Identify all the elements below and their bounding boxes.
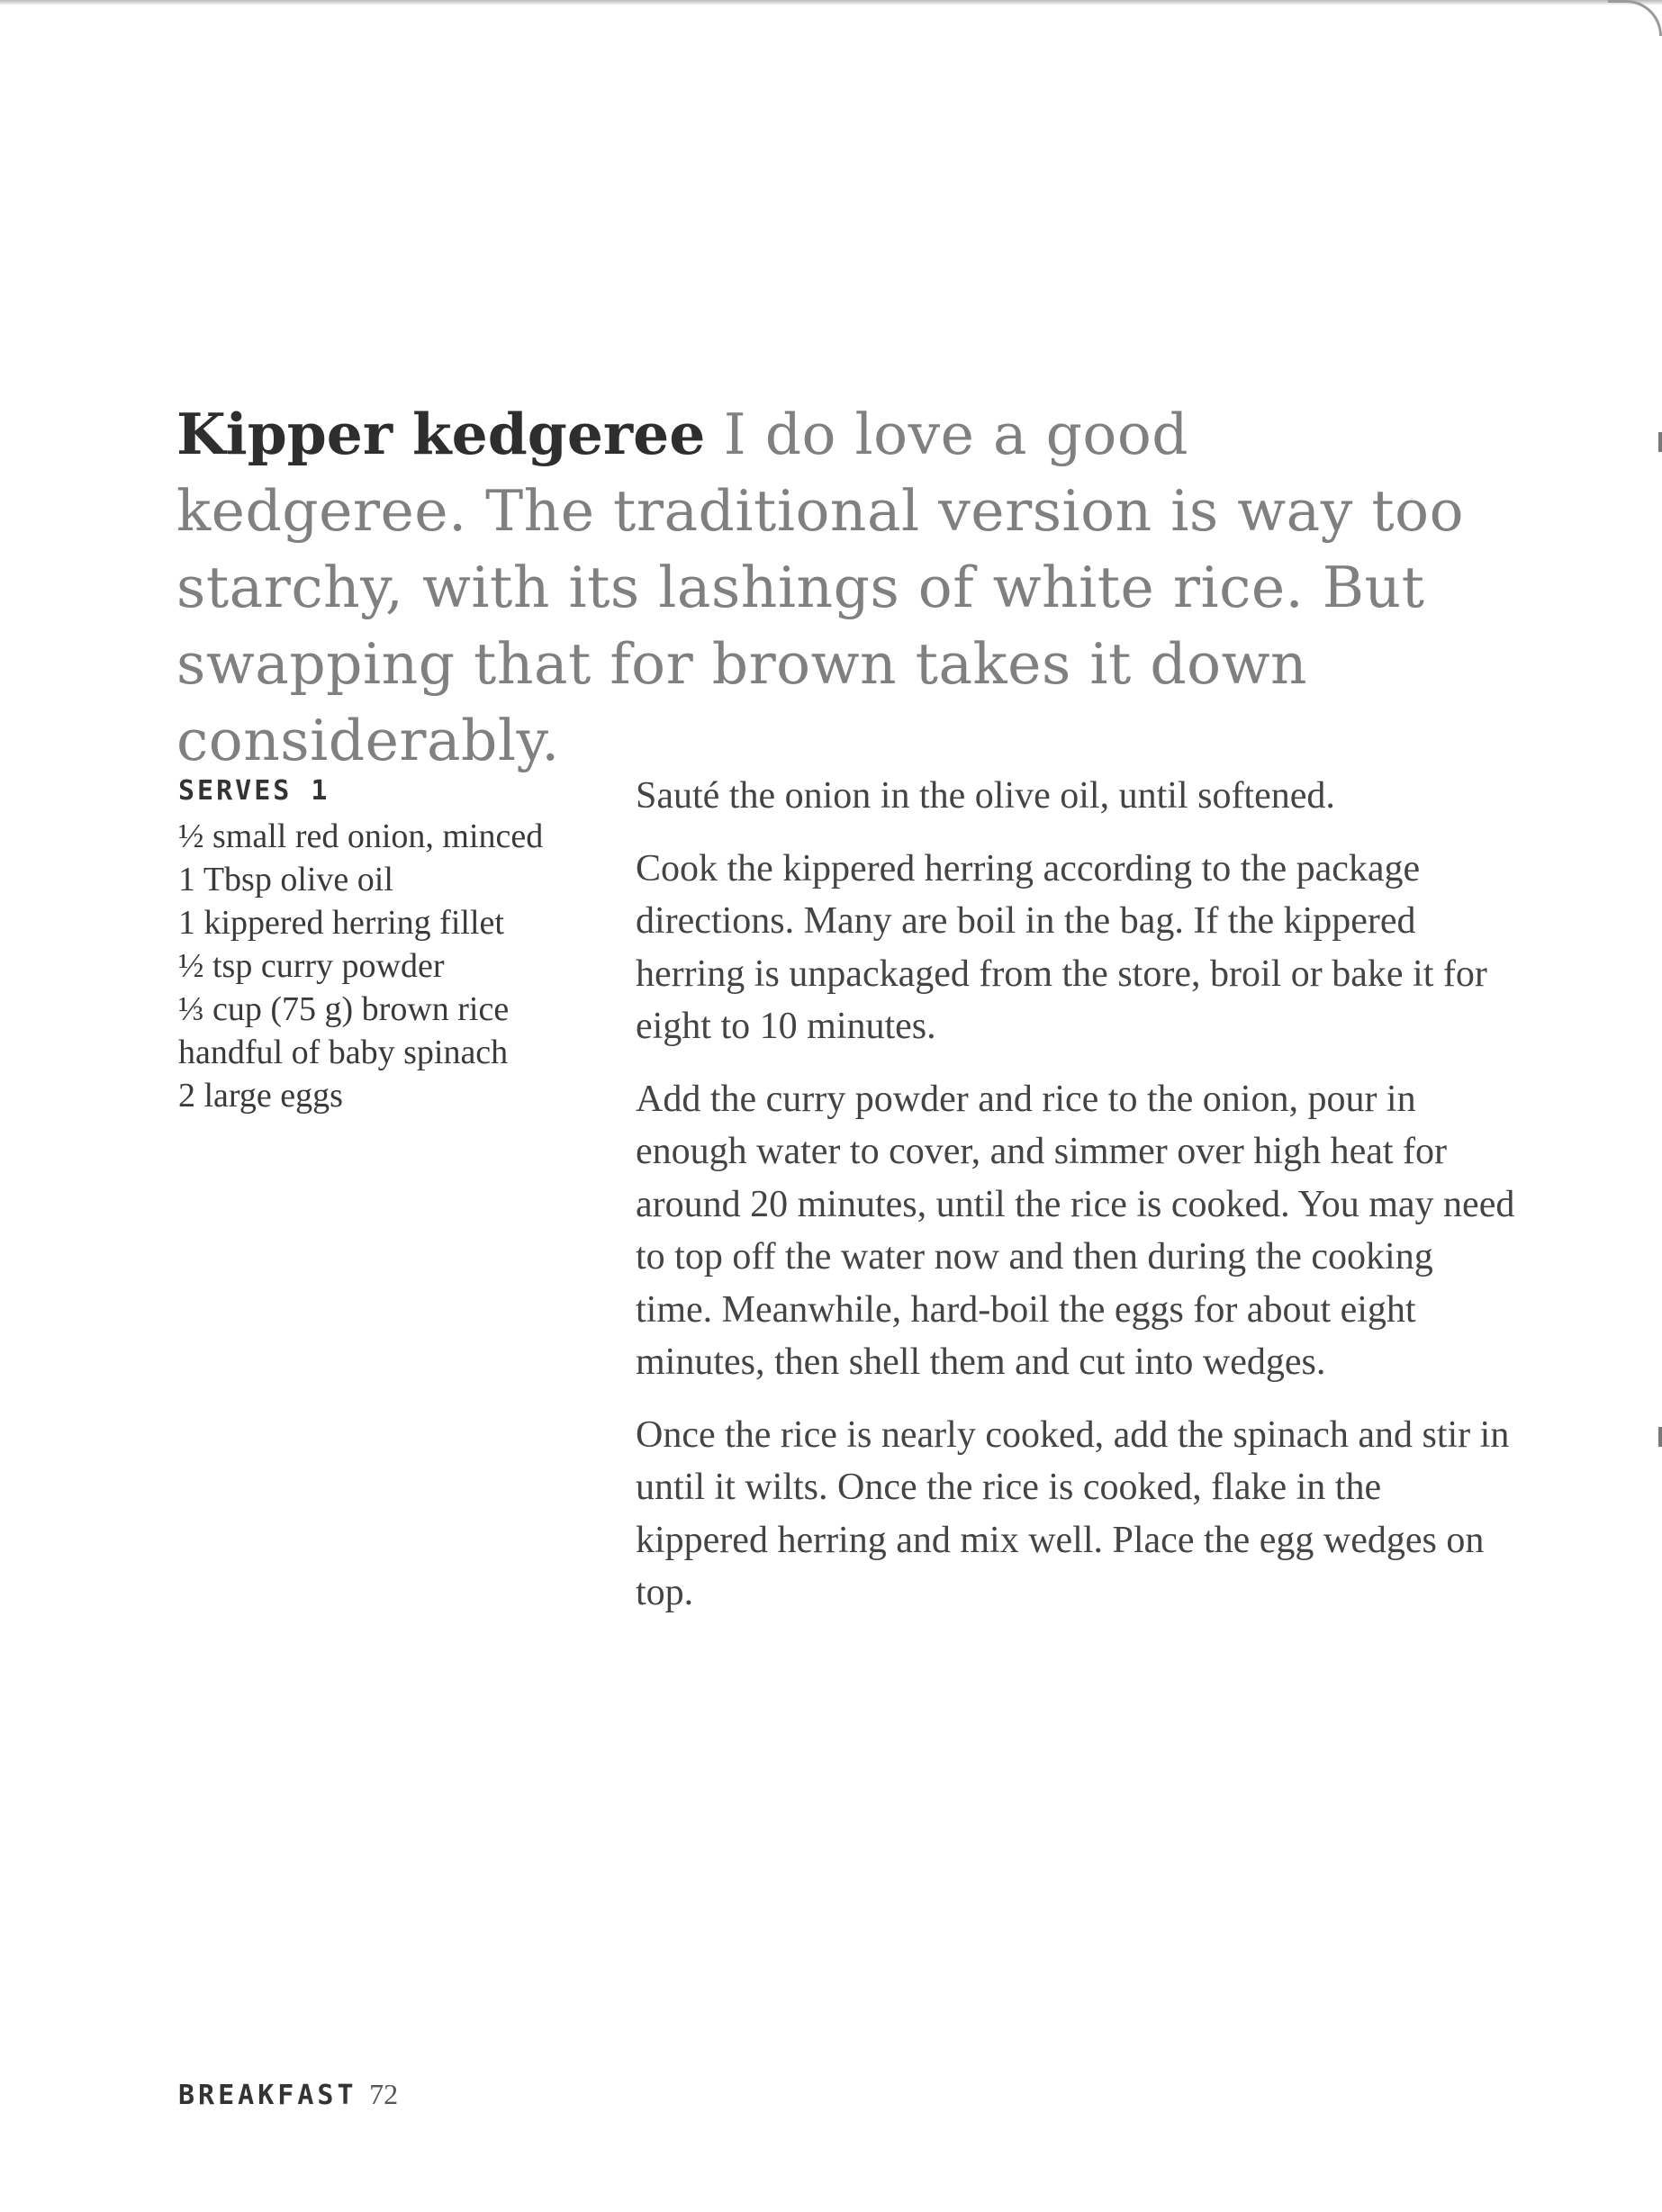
recipe-intro-text: I do love a good kedgeree. The traditional version is way too starchy, with its lashings of white rice. But swapping that for brown takes it down considerably. [176, 402, 1464, 773]
serves-label: SERVES 1 [178, 775, 330, 807]
section-name: BREAKFAST [178, 2080, 357, 2111]
page-footer [178, 2078, 398, 2111]
ingredient-item: handful of baby spinach [178, 1034, 509, 1071]
scan-edge-mark [1658, 1427, 1662, 1447]
ingredient-item: 2 large eggs [178, 1077, 343, 1115]
recipe-intro [176, 396, 1473, 779]
ingredient-item: ½ small red onion, minced [178, 817, 544, 855]
page-number: 72 [369, 2078, 399, 2110]
method-step: Cook the kippered herring according to the package directions. Many are boil in the bag. If the kippered herring is unpackaged from the store, broil or bake it for eight to 10 minutes. [636, 847, 1487, 1047]
method-step: Add the curry powder and rice to the onion, pour in enough water to cover, and simmer over high heat for around 20 minutes, until the rice is cooked. You may need to top off the water now and then during the cooking time. Meanwhile, hard-boil the eggs for about eight minutes, then shell them and cut into wedges. [636, 1078, 1515, 1383]
recipe-title: Kipper kedgeree [176, 401, 706, 467]
ingredient-list [178, 815, 592, 1117]
scan-edge-mark [1658, 432, 1662, 452]
ingredient-item: ⅓ cup (75 g) brown rice [178, 990, 510, 1028]
ingredient-item: 1 kippered herring fillet [178, 904, 504, 942]
ingredient-item: ½ tsp curry powder [178, 947, 445, 985]
ingredient-item: 1 Tbsp olive oil [178, 861, 393, 898]
ingredients-panel [178, 770, 592, 1117]
page-top-edge [0, 0, 1662, 5]
page-corner [1608, 0, 1662, 36]
method-panel [636, 770, 1518, 1639]
method-step: Once the rice is nearly cooked, add the spinach and stir in until it wilts. Once the rice is cooked, flake in the kippered herring and mix well. Place the egg wedges on top. [636, 1413, 1510, 1613]
method-step: Sauté the onion in the olive oil, until softened. [636, 775, 1335, 817]
